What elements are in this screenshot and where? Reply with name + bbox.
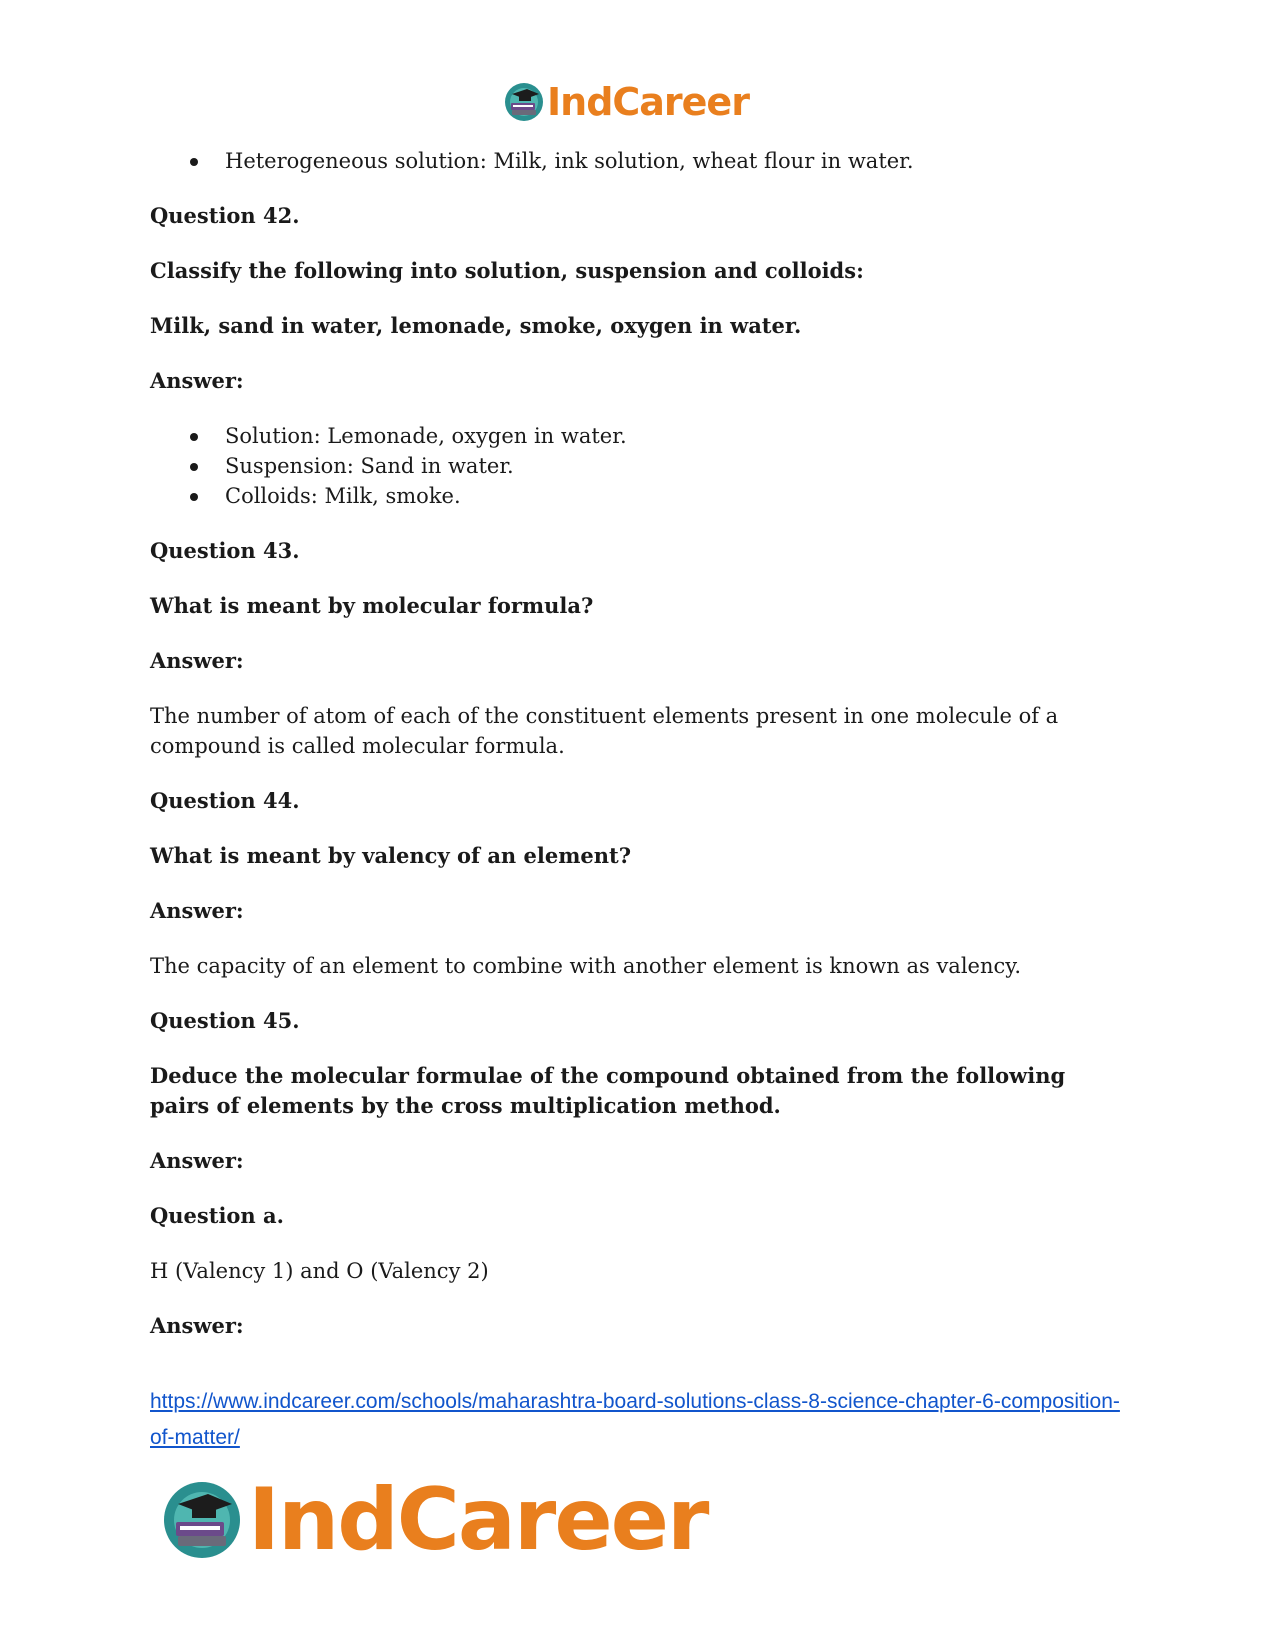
list-item: Suspension: Sand in water. <box>225 451 1130 481</box>
question-43-answer: The number of atom of each of the constituent elements present in one molecule of a compound is called molecular formula. <box>150 704 1059 758</box>
document-body <box>150 146 1130 1366</box>
question-44-text: What is meant by valency of an element? <box>150 843 632 868</box>
question-43-number: Question 43. <box>150 538 300 563</box>
question-42-items: Milk, sand in water, lemonade, smoke, oxygen in water. <box>150 313 802 338</box>
question-45-number: Question 45. <box>150 1008 300 1033</box>
question-42-answer-list <box>150 421 1130 511</box>
question-44-answer: The capacity of an element to combine with another element is known as valency. <box>150 954 1022 978</box>
question-45-text: Deduce the molecular formulae of the compound obtained from the following pairs of elements by the cross multiplication method. <box>150 1063 1066 1118</box>
footer-logo <box>160 1470 707 1570</box>
header-logo <box>503 80 749 124</box>
answer-label: Answer: <box>150 648 244 673</box>
list-item: Heterogeneous solution: Milk, ink solution, wheat flour in water. <box>225 146 1130 176</box>
source-link[interactable]: https://www.indcareer.com/schools/maharashtra-board-solutions-class-8-science-chapter-6-composition-of-matter/ <box>150 1390 1120 1449</box>
answer-label: Answer: <box>150 368 244 393</box>
answer-label: Answer: <box>150 1313 244 1338</box>
question-45a-text: H (Valency 1) and O (Valency 2) <box>150 1259 489 1283</box>
list-item: Solution: Lemonade, oxygen in water. <box>225 421 1130 451</box>
question-42-number: Question 42. <box>150 203 300 228</box>
graduation-book-globe-icon <box>160 1478 244 1562</box>
graduation-book-globe-icon <box>503 81 545 123</box>
list-item: Colloids: Milk, smoke. <box>225 481 1130 511</box>
intro-list <box>150 146 1130 176</box>
question-43-text: What is meant by molecular formula? <box>150 593 594 618</box>
answer-label: Answer: <box>150 1148 244 1173</box>
question-45a-number: Question a. <box>150 1203 284 1228</box>
question-42-text: Classify the following into solution, suspension and colloids: <box>150 258 864 283</box>
answer-label: Answer: <box>150 898 244 923</box>
brand-name: IndCareer <box>547 80 749 124</box>
brand-name: IndCareer <box>248 1470 708 1570</box>
question-44-number: Question 44. <box>150 788 300 813</box>
